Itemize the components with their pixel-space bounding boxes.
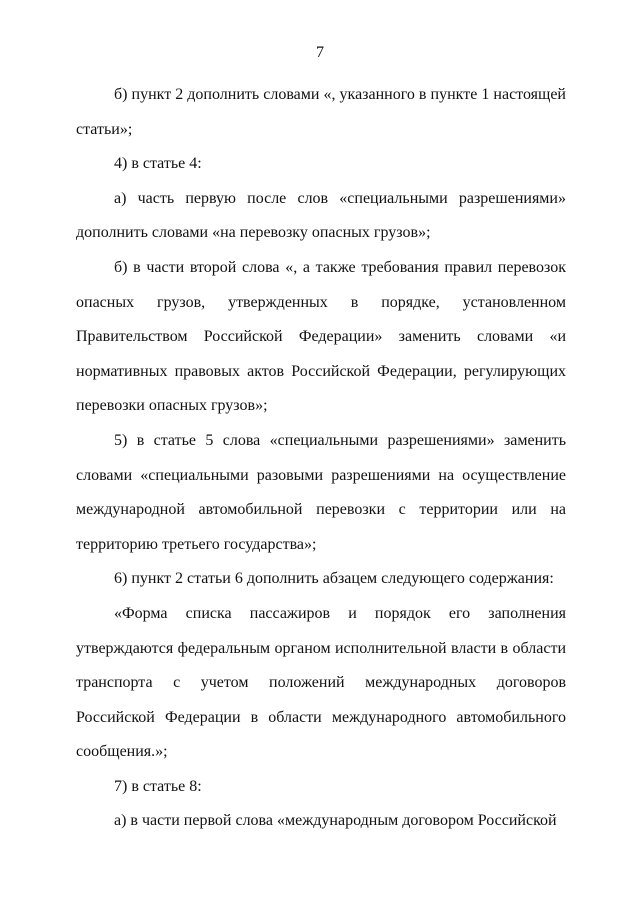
paragraph-a-chast-pervaya: а) часть первую после слов «специальными разрешениями» дополнить словами «на перевозку опасных грузов»; — [76, 189, 566, 242]
paragraph-a-chast-pervaya-statya-8: а) в части первой слова «международным договором Российской — [114, 812, 557, 830]
paragraph-6-punkt-2-statya-6: 6) пункт 2 статьи 6 дополнить абзацем следующего содержания: — [114, 570, 554, 588]
page-number: 7 — [316, 44, 324, 61]
paragraph-b-punkt-2: б) пункт 2 дополнить словами «, указанного в пункте 1 настоящей статьи»; — [76, 86, 566, 138]
paragraph-b-chast-vtoraya: б) в части второй слова «, а также требования правил перевозок опасных грузов, утвержденных в порядке, установленном Правительством Российской Федерации» заменить словами «и нормативных правовых актов Российской Федерации, регулирующих перевозки опасных грузов»; — [76, 258, 566, 415]
paragraph-4-statya-4: 4) в статье 4: — [114, 155, 202, 173]
document-body — [76, 78, 566, 839]
paragraph-forma-spiska: «Форма списка пассажиров и порядок его заполнения утверждаются федеральным органом исполнительной власти в области транспорта с учетом положений международных договоров Российской Федерации в области международного автомобильного сообщения.»; — [76, 604, 566, 761]
paragraph-7-statya-8: 7) в статье 8: — [114, 777, 202, 795]
paragraph-5-statya-5: 5) в статье 5 слова «специальными разрешениями» заменить словами «специальными разовыми разрешениями на осуществление международной автомобильной перевозки с территории или на территорию третьего государства»; — [76, 431, 566, 553]
